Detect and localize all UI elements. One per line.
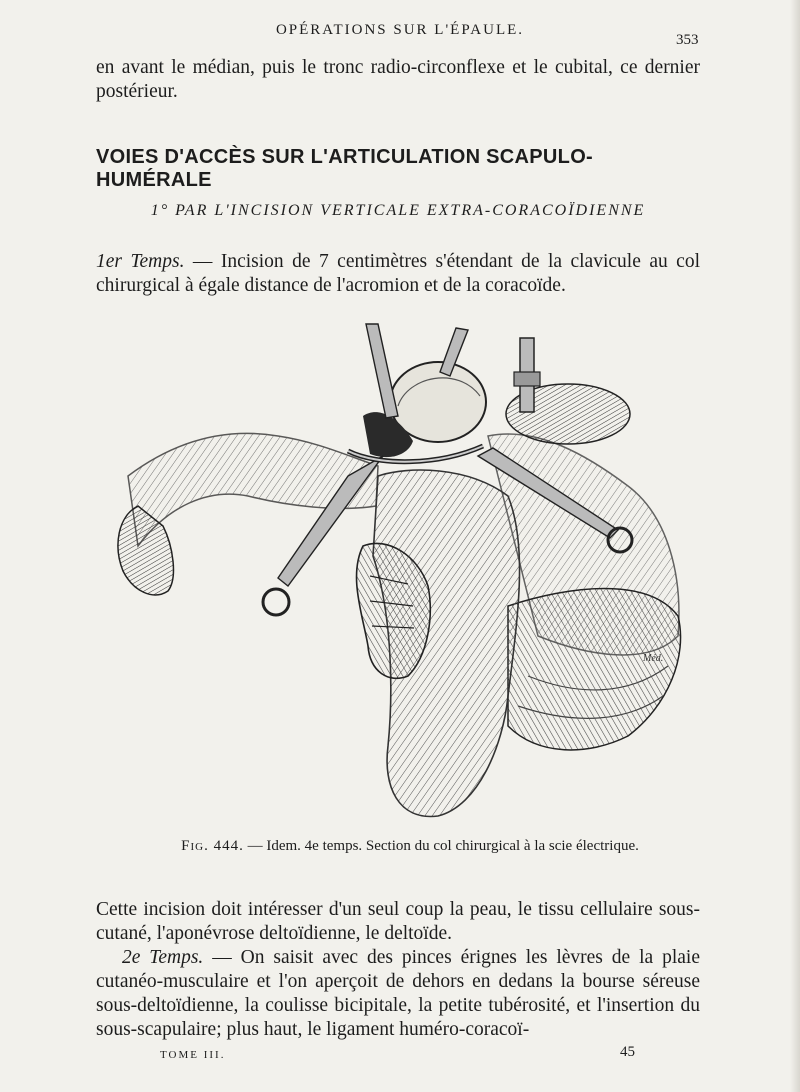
patient-torso-lower [508,589,681,750]
signature-number: 45 [620,1044,635,1060]
figure-label: Fig. 444. [181,838,244,854]
patient-hand [118,506,173,595]
engraver-signature: Méd. [643,653,664,664]
retractor-left [366,324,398,418]
figure-caption-text: — Idem. 4e temps. Section du col chirurgical à la scie électrique. [243,838,639,854]
step2-text: — On saisit avec des pinces érignes les lèvres de la plaie cutanéo-musculaire et l'on aperçoit de dehors en dedans la bourse séreuse sous-deltoïdienne, la coulisse bicipitale, la petite tubérosité, et l'insertion du sous-scapulaire; plus haut, le ligament huméro-coracoï- [96,947,700,1040]
section-heading: VOIES D'ACCÈS SUR L'ARTICULATION SCAPULO-HUMÉRALE [96,146,594,191]
surgical-illustration [108,316,698,832]
step2-paragraph [96,946,700,1042]
step1-label: 1er Temps. [96,251,185,272]
intro-paragraph: en avant le médian, puis le tronc radio-circonflexe et le cubital, ce dernier postérieur. [96,57,700,102]
page-number: 353 [676,32,699,48]
figure-caption [150,836,670,856]
page-gutter-shadow [790,0,800,1092]
volume-footer: TOME III. [160,1049,226,1061]
section-subheading: 1° PAR L'INCISION VERTICALE EXTRA-CORACOÏDIENNE [150,202,646,219]
illustration-drawing [108,316,698,832]
step1-text: — Incision de 7 centimètres s'étendant de la clavicule au col chirurgical à égale distance de l'acromion et de la coracoïde. [96,251,700,296]
forceps-ring-left [263,589,289,615]
step2-label: 2e Temps. [122,947,204,968]
continuation-paragraph: Cette incision doit intéresser d'un seul coup la peau, le tissu cellulaire sous-cutané, l'aponévrose deltoïdienne, le deltoïde. [96,899,700,944]
running-head: OPÉRATIONS SUR L'ÉPAULE. [275,22,525,38]
step1-paragraph [96,250,700,298]
